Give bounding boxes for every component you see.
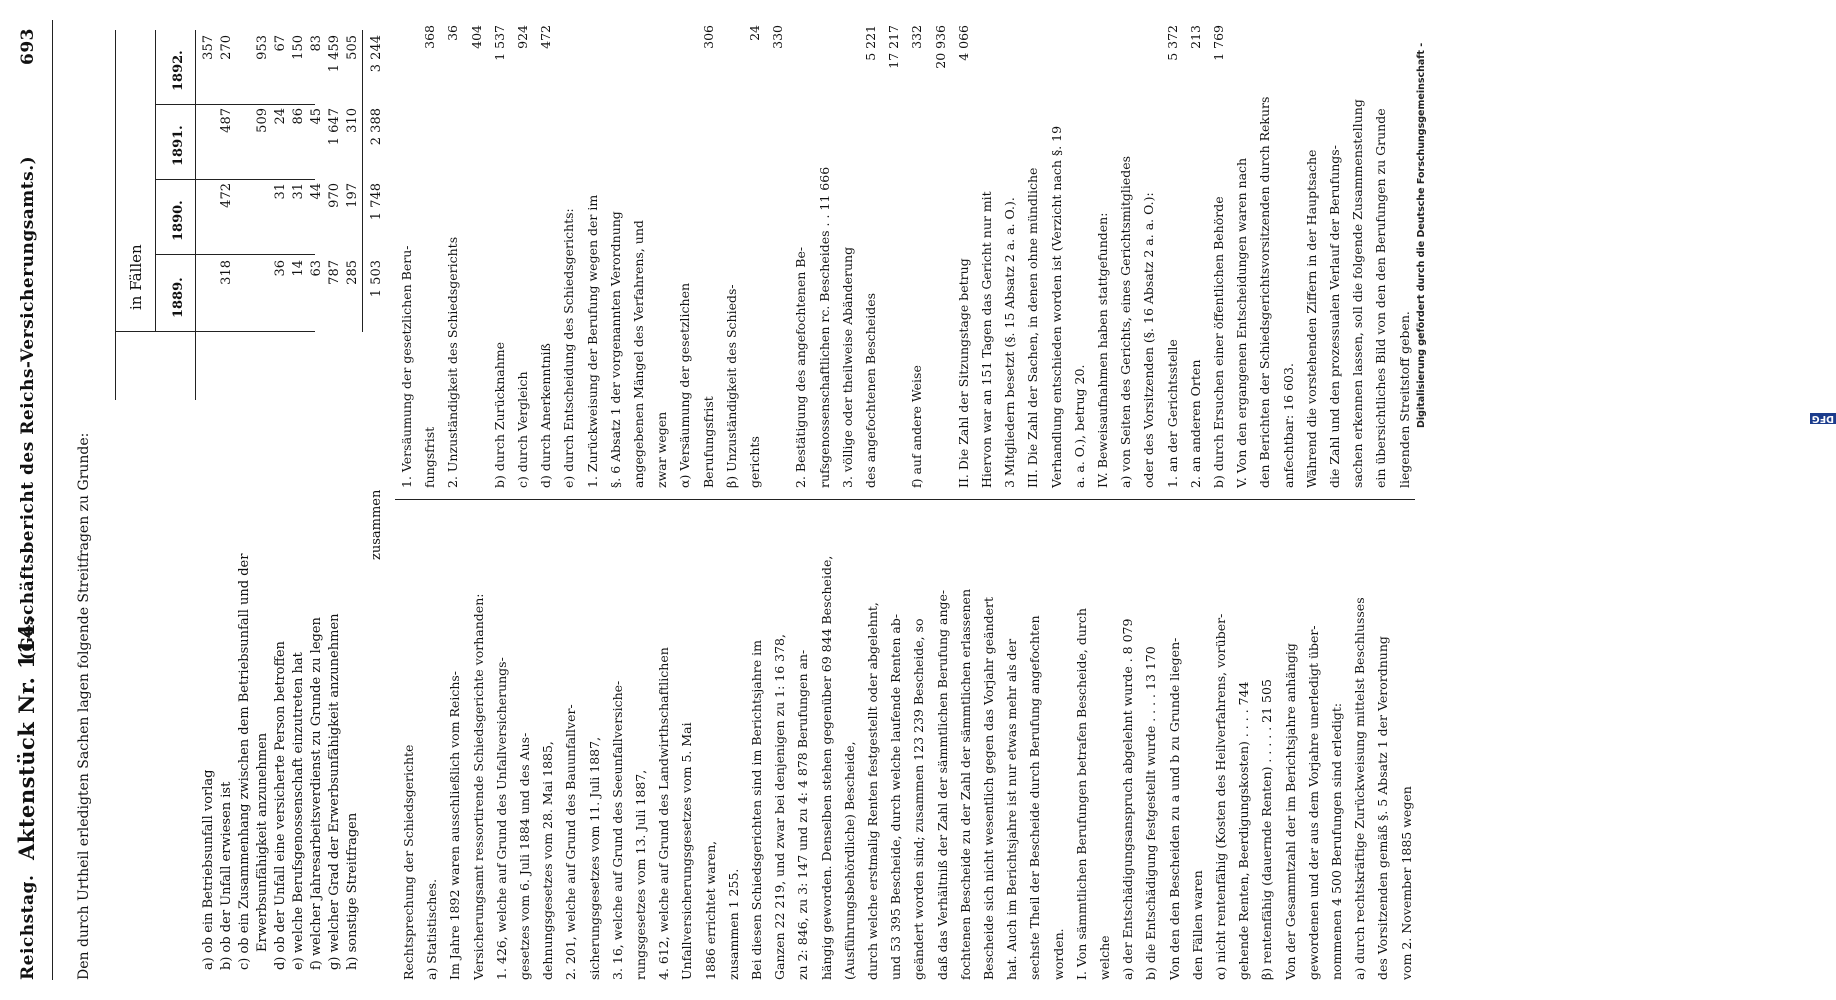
- table-col-rule-2: [155, 254, 315, 255]
- paragraph-line: b) durch Zurücknahme: [491, 341, 507, 488]
- line-value: 5 372: [1164, 25, 1180, 61]
- paragraph-line: anfechtbar: 16 603.: [1280, 363, 1296, 488]
- table-cell: 472: [219, 183, 234, 208]
- header-left: Reichstag.: [18, 874, 38, 980]
- paragraph-line: α) Versäumung der gesetzlichen: [677, 282, 693, 488]
- table-col-rule-1: [115, 331, 315, 332]
- table-group-rule: [155, 30, 156, 332]
- table-cell: 270: [219, 35, 234, 60]
- paragraph-line: gesetzes vom 6. Juli 1884 und des Aus-: [517, 732, 532, 980]
- paragraph-line: zwar wegen: [654, 411, 670, 488]
- paragraph-line: und 53 395 Bescheide, durch welche laufende Renten ab-: [888, 613, 904, 980]
- paragraph-line: 3. 16, welche auf Grund des Seeunfallversiche-: [609, 680, 625, 980]
- year-1890: 1890.: [171, 200, 186, 241]
- line-value: 472: [538, 25, 554, 49]
- paragraph-line: II. Die Zahl der Sitzungstage betrug: [955, 258, 971, 488]
- paragraph-line: Von der Gesammtzahl der im Berichtsjahre anhängig: [1282, 643, 1298, 980]
- paragraph-line: IV. Beweisaufnahmen haben stattgefunden:: [1095, 212, 1110, 488]
- table-cell: 310: [345, 108, 360, 133]
- table-col-rule-4: [155, 104, 315, 105]
- paragraph-line: Bescheide sich nicht wesentlich gegen das Vorjahr geändert: [981, 596, 996, 980]
- table-cell: 953: [255, 35, 270, 60]
- paragraph-line: angegebenen Mängel des Verfahrens, und: [631, 220, 646, 488]
- table-cell: 970: [327, 183, 342, 208]
- paragraph-line: 1. 426, welche auf Grund des Unfallversicherungs-: [493, 657, 509, 980]
- table-cell: 787: [327, 260, 342, 285]
- table-cell: 31: [291, 183, 306, 200]
- line-value: 36: [445, 25, 461, 41]
- paragraph-line: 3. völlige oder theilweise Abänderung: [839, 246, 855, 488]
- paragraph-line: gehende Renten, Beerdigungskosten) . . . . 744: [1236, 681, 1252, 980]
- table-row-label: Erwerbsunfähigkeit anzunehmen: [255, 732, 270, 952]
- paragraph-line: den Fällen waren: [1189, 870, 1205, 980]
- paragraph-line: Berufungsfrist: [700, 396, 716, 488]
- paragraph-line: Ganzen 22 219, und zwar bei denjenigen zu 1: 16 378,: [772, 634, 788, 980]
- table-total: 1 503: [369, 260, 384, 298]
- paragraph-line: a) Statistisches.: [424, 878, 440, 980]
- table-cell: 150: [291, 35, 306, 60]
- paragraph-line: sicherungsgesetzes vom 11. Juli 1887,: [586, 736, 602, 980]
- paragraph-line: a. a. O.), betrug 20.: [1071, 364, 1087, 488]
- table-cell: 63: [309, 260, 324, 277]
- table-row-label: e) welche Berufsgenossenschaft einzutreten hat: [291, 652, 306, 970]
- table-total: 1 748: [369, 183, 384, 221]
- table-col-rule-3: [155, 179, 315, 180]
- line-value: 4 066: [955, 25, 971, 61]
- dfg-logo: DFG: [1811, 413, 1834, 424]
- credit-text: Digitalisierung gefördert durch die Deutsche Forschungsgemeinschaft -: [1416, 42, 1427, 428]
- paragraph-line: fungsfrist: [422, 426, 438, 488]
- paragraph-line: Verhandlung entschieden worden ist (Verzicht nach §. 19: [1048, 125, 1064, 488]
- line-value: 20 936: [932, 25, 948, 69]
- paragraph-line: 1. an der Gerichtsstelle: [1164, 339, 1180, 488]
- paragraph-line: des Vorsitzenden gemäß §. 5 Absatz 1 der Verordnung: [1375, 636, 1391, 980]
- paragraph-line: Rechtsprechung der Schiedsgerichte: [401, 744, 416, 980]
- paragraph-line: durch welche erstmalig Renten festgestellt oder abgelehnt,: [865, 602, 880, 980]
- paragraph-line: Im Jahre 1892 waren ausschließlich vom Reichs-: [447, 670, 463, 980]
- paragraph-line: 3 Mitgliedern besetzt (§. 15 Absatz 2 a. a. O.).: [1002, 197, 1018, 488]
- table-sum-rule: [362, 30, 363, 332]
- table-total-label: zusammen: [369, 489, 384, 560]
- paragraph-line: 2. Bestätigung des angefochtenen Be-: [793, 246, 809, 488]
- line-value: 5 221: [863, 25, 878, 61]
- table-cell: 197: [345, 183, 360, 208]
- paragraph-line: d) durch Anerkenntniß: [538, 343, 554, 488]
- paragraph-line: b) die Entschädigung festgestellt wurde . . . . 13 170: [1143, 646, 1159, 980]
- line-value: 330: [770, 25, 786, 49]
- table-row-label: f) welcher Jahresarbeitsverdienst zu Grunde zu legen: [309, 617, 324, 970]
- header-title: Aktenstück Nr. 114.: [14, 615, 39, 860]
- paragraph-line: ein übersichtliches Bild von den den Berufungen zu Grunde: [1373, 108, 1389, 488]
- line-value: 332: [909, 25, 925, 49]
- paragraph-line: Während die vorstehenden Ziffern in der Hauptsache: [1303, 149, 1319, 488]
- table-cell: 505: [345, 35, 360, 60]
- table-row-label: c) ob ein Zusammenhang zwischen dem Betriebsunfall und der: [237, 553, 252, 970]
- paragraph-line: zusammen 1 255.: [725, 868, 741, 980]
- table-total: 3 244: [369, 35, 384, 73]
- table-cell: 86: [291, 108, 306, 125]
- line-value: 213: [1187, 25, 1203, 49]
- paragraph-line: worden.: [1050, 928, 1066, 980]
- table-row-label: d) ob der Unfall eine versicherte Person betroffen: [273, 641, 288, 970]
- paragraph-line: β) Unzuständigkeit des Schieds-: [723, 284, 739, 488]
- paragraph-line: nommenen 4 500 Berufungen sind erledigt:: [1329, 702, 1344, 980]
- table-cell: 487: [219, 108, 234, 133]
- paragraph-line: daß das Verhältniß der Zahl der sämmtlichen Berufung ange-: [934, 589, 950, 980]
- paragraph-line: I. Von sämmtlichen Berufungen betrafen Bescheide, durch: [1073, 608, 1089, 980]
- paragraph-line: vom 2. November 1885 wegen: [1398, 786, 1414, 980]
- line-value: 924: [515, 25, 530, 49]
- table-total: 2 388: [369, 108, 384, 146]
- table-header-rule: [195, 30, 196, 400]
- paragraph-line: hat. Auch im Berichtsjahre ist nur etwas mehr als der: [1004, 638, 1020, 980]
- paragraph-line: des angefochtenen Bescheides: [863, 292, 878, 488]
- dfg-credit: [1412, 8, 1834, 998]
- paragraph-line: fochtenen Bescheide zu der Zahl der sämmtlichen erlassenen: [957, 589, 973, 980]
- paragraph-line: α) nicht rentenfähig (Kosten des Heilverfahrens, vorüber-: [1213, 613, 1228, 980]
- line-value: 368: [422, 25, 438, 49]
- table-cell: 44: [309, 183, 324, 200]
- table-row-label: g) welcher Grad der Erwerbsunfähigkeit anzunehmen: [327, 613, 342, 970]
- paragraph-line: 2. Unzuständigkeit des Schiedsgerichts: [445, 236, 461, 488]
- paragraph-line: a) durch rechtskräftige Zurückweisung mittelst Beschlusses: [1352, 597, 1368, 980]
- year-1889: 1889.: [171, 277, 186, 318]
- table-row-label: b) ob der Unfall erwiesen ist: [219, 781, 234, 970]
- paragraph-line: Hiervon war an 151 Tagen das Gericht nur mit: [979, 191, 994, 488]
- table-row-label: h) sonstige Streitfragen: [345, 812, 360, 970]
- line-value: 24: [747, 25, 762, 41]
- paragraph-line: (Ausführungsbehördliche) Bescheide,: [841, 741, 857, 980]
- paragraph-line: dehnungsgesetzes vom 28. Mai 1885,: [540, 741, 556, 980]
- table-cell: 67: [273, 35, 288, 52]
- paragraph-line: c) durch Vergleich: [515, 371, 530, 488]
- paragraph-line: III. Die Zahl der Sachen, in denen ohne mündliche: [1025, 167, 1041, 488]
- table-cell: 357: [201, 35, 216, 60]
- table-cell: 31: [273, 183, 288, 200]
- page-number: 693: [18, 28, 38, 65]
- year-1892: 1892.: [171, 50, 186, 91]
- header-subtitle: (Geschäftsbericht des Reichs-Versicherungsamts.): [18, 155, 38, 660]
- table-cell: 24: [273, 108, 288, 125]
- paragraph-line: oder des Vorsitzenden (§. 16 Absatz 2 a. a. O.):: [1141, 192, 1157, 488]
- paragraph-line: hängig geworden. Denselben stehen gegenüber 69 844 Bescheide,: [818, 555, 834, 980]
- paragraph-line: 2. 201, welche auf Grund des Bauunfallver-: [563, 704, 579, 980]
- header-rule: [52, 20, 53, 980]
- paragraph-line: gerichts: [747, 436, 762, 488]
- line-value: 1 769: [1211, 25, 1226, 61]
- paragraph-line: β) rentenfähig (dauernde Renten) . . . . . 21 505: [1259, 679, 1275, 980]
- paragraph-line: rungsgesetzes vom 13. Juli 1887,: [633, 769, 648, 980]
- table-cell: 14: [291, 260, 306, 277]
- paragraph-line: f) auf andere Weise: [909, 365, 925, 488]
- paragraph-line: liegenden Streitstoff geben.: [1396, 311, 1412, 488]
- paragraph-line: e) durch Entscheidung des Schiedsgerichts:: [561, 208, 577, 488]
- paragraph-line: sechste Theil der Bescheide durch Berufung angefochten: [1027, 615, 1043, 980]
- line-value: 1 537: [491, 25, 507, 61]
- paragraph-line: Bei diesen Schiedsgerichten sind im Berichtsjahre im: [749, 640, 764, 980]
- paragraph-line: 4. 612, welche auf Grund des Landwirthschaftlichen: [656, 647, 672, 980]
- paragraph-line: sachen erkennen lassen, soll die folgende Zusammenstellung: [1350, 99, 1366, 488]
- paragraph-line: Versicherungsamt ressortirende Schiedsgerichte vorhanden:: [470, 593, 486, 980]
- paragraph-line: a) der Entschädigungsanspruch abgelehnt wurde . 8 079: [1120, 618, 1136, 980]
- paragraph-line: V. Von den ergangenen Entscheidungen waren nach: [1234, 157, 1250, 488]
- paragraph-line: Unfallversicherungsgesetzes vom 5. Mai: [679, 722, 695, 980]
- paragraph-line: die Zahl und den prozessualen Verlauf der Berufungs-: [1327, 145, 1342, 488]
- paragraph-line: 1. Zurückweisung der Berufung wegen der im: [584, 194, 600, 488]
- paragraph-line: 2. an anderen Orten: [1187, 359, 1203, 488]
- year-1891: 1891.: [171, 125, 186, 166]
- paragraph-line: zu 2: 846, zu 3: 147 und zu 4: 4 878 Berufungen an-: [795, 649, 811, 980]
- paragraph-line: den Berichten der Schiedsgerichtsvorsitzenden durch Rekurs: [1257, 96, 1273, 488]
- paragraph-line: geändert worden sind; zusammen 123 239 Bescheide, so: [911, 618, 927, 980]
- paragraph-line: a) von Seiten des Gerichts, eines Gerichtsmitgliedes: [1118, 155, 1134, 488]
- table-cell: 1 459: [327, 35, 342, 73]
- table-cell: 509: [255, 108, 270, 133]
- table-cell: 285: [345, 260, 360, 285]
- table-cell: 318: [219, 260, 234, 285]
- paragraph-line: gewordenen und der aus dem Vorjahre unerledigt über-: [1305, 625, 1321, 980]
- column-divider: [395, 499, 1415, 500]
- line-value: 17 217: [886, 25, 902, 69]
- paragraph-line: 1886 errichtet waren,: [702, 840, 718, 980]
- paragraph-line: Von den den Bescheiden zu a und b zu Grunde liegen-: [1166, 637, 1182, 980]
- paragraph-line: 1. Versäumung der gesetzlichen Beru-: [399, 245, 414, 488]
- line-value: 404: [468, 25, 484, 49]
- table-cell: 36: [273, 260, 288, 277]
- table-row-label: a) ob ein Betriebsunfall vorlag: [201, 769, 216, 970]
- intro-text: Den durch Urtheil erledigten Sachen lagen folgende Streitfragen zu Grunde:: [76, 432, 92, 980]
- table-cell: 83: [309, 35, 324, 52]
- table-top-rule: [115, 30, 116, 400]
- paragraph-line: welche: [1097, 935, 1112, 980]
- table-cell: 1 647: [327, 108, 342, 146]
- paragraph-line: b) durch Ersuchen einer öffentlichen Behörde: [1211, 196, 1226, 488]
- table-header-group: in Fällen: [127, 244, 145, 310]
- paragraph-line: rufsgenossenschaftlichen rc. Bescheides . . 11 666: [816, 166, 832, 488]
- table-cell: 45: [309, 108, 324, 125]
- line-value: 306: [700, 25, 716, 49]
- paragraph-line: §. 6 Absatz 1 der vorgenannten Verordnung: [607, 211, 623, 488]
